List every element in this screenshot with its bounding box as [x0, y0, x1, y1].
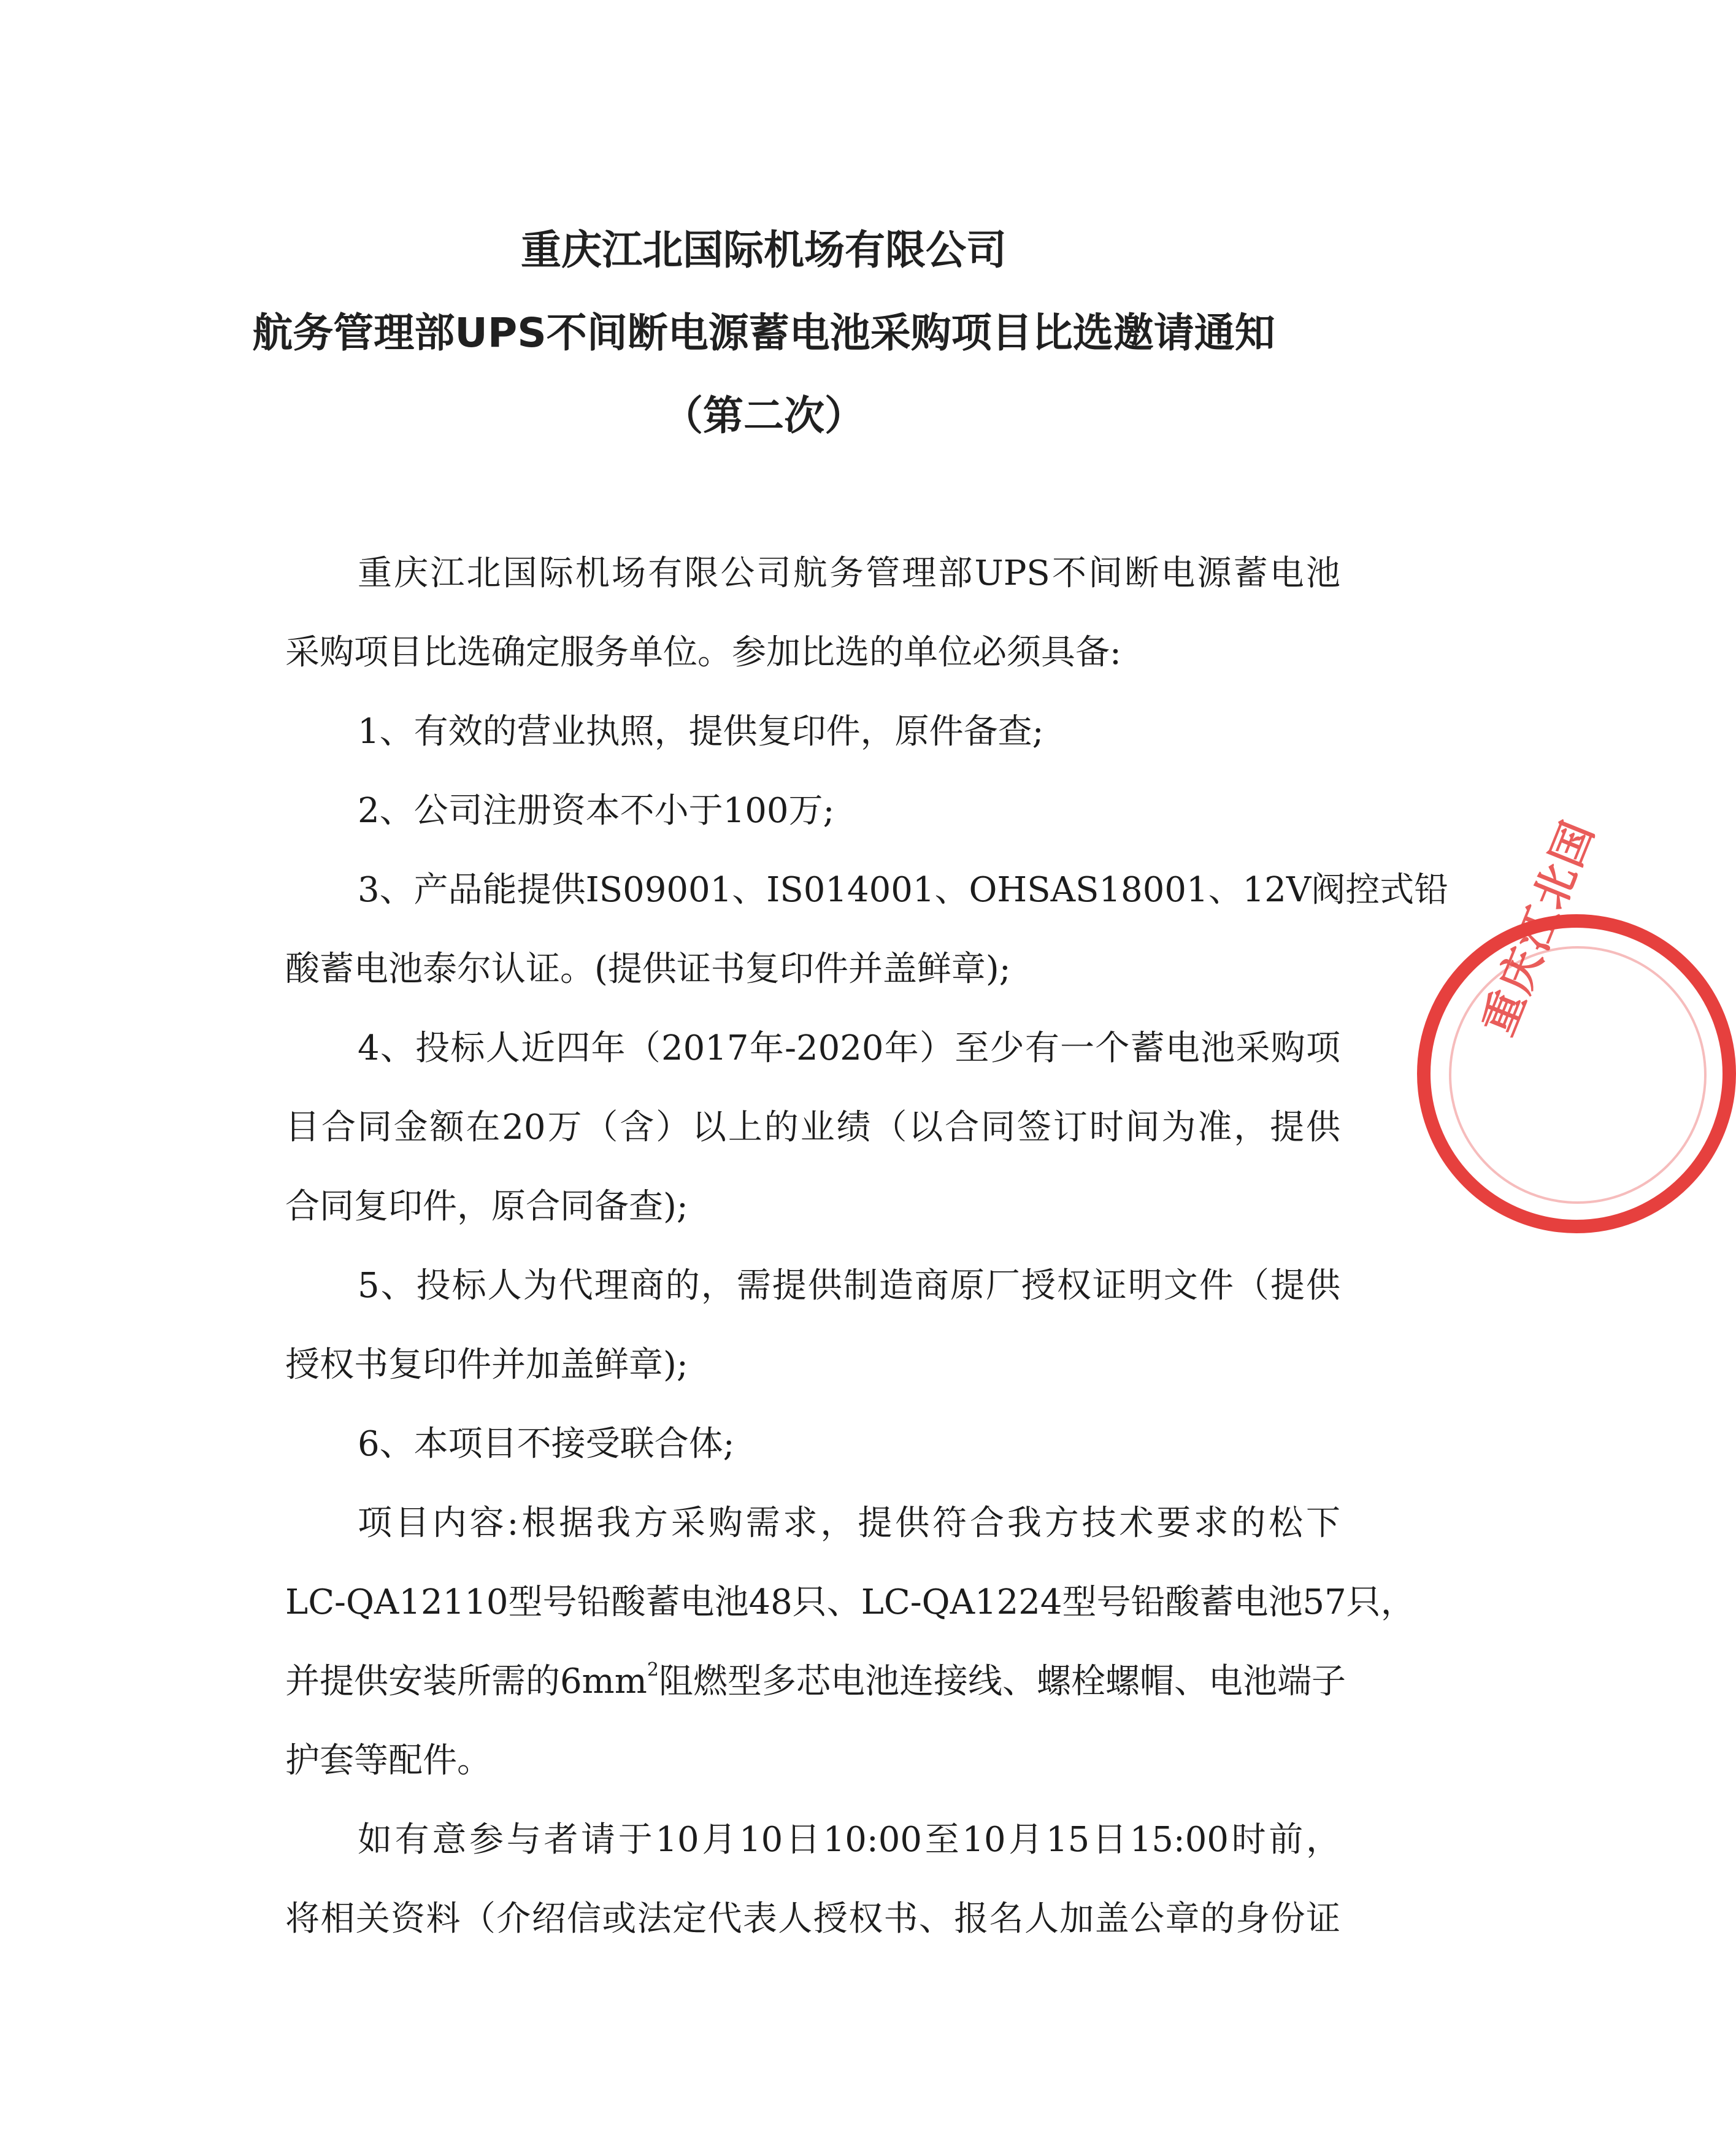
title-round: （第二次） [663, 392, 865, 439]
requirement-6: 6、本项目不接受联合体; [358, 1424, 735, 1464]
seal-text: 重庆江北国 [1472, 812, 1605, 1042]
project-content-line-3a: 并提供安装所需的6mm [285, 1662, 647, 1701]
requirement-2: 2、公司注册资本不小于100万; [358, 791, 835, 831]
requirement-4-line-1: 4、投标人近四年（2017年-2020年）至少有一个蓄电池采购项 [358, 1028, 1340, 1068]
requirement-5-line-1: 5、投标人为代理商的，需提供制造商原厂授权证明文件（提供 [358, 1266, 1340, 1306]
requirement-4-line-3: 合同复印件，原合同备查); [285, 1187, 688, 1227]
requirement-1: 1、有效的营业执照，提供复印件，原件备查; [358, 712, 1044, 752]
official-seal [1417, 812, 1736, 1233]
document-body [285, 534, 1449, 1958]
registration-line-1: 如有意参与者请于10月10日10:00至10月15日15:00时前， [358, 1820, 1340, 1860]
requirement-3-line-2: 酸蓄电池泰尔认证。(提供证书复印件并盖鲜章); [285, 949, 1011, 989]
project-content-line-2: LC-QA12110型号铅酸蓄电池48只、LC-QA1224型号铅酸蓄电池57只， [285, 1582, 1415, 1622]
title-notice: 航务管理部UPS不间断电源蓄电池采购项目比选邀请通知 [252, 309, 1275, 356]
paragraph-intro-line-2: 采购项目比选确定服务单位。参加比选的单位必须具备: [285, 633, 1121, 672]
project-content-line-3 [285, 1642, 1346, 1721]
paragraph-intro-line-1: 重庆江北国际机场有限公司航务管理部UPS不间断电源蓄电池 [358, 553, 1340, 593]
requirement-3-line-1: 3、产品能提供IS09001、IS014001、OHSAS18001、12V阀控式铅 [358, 870, 1449, 910]
title-company: 重庆江北国际机场有限公司 [521, 226, 1007, 274]
requirement-5-line-2: 授权书复印件并加盖鲜章); [285, 1345, 688, 1385]
project-content-line-1: 项目内容:根据我方采购需求，提供符合我方技术要求的松下 [358, 1503, 1340, 1543]
registration-line-2: 将相关资料（介绍信或法定代表人授权书、报名人加盖公章的身份证 [285, 1899, 1340, 1939]
document-title [0, 209, 1527, 457]
squared-superscript: 2 [647, 1659, 659, 1681]
project-content-line-3b: 阻燃型多芯电池连接线、螺栓螺帽、电池端子 [658, 1662, 1346, 1701]
requirement-4-line-2: 目合同金额在20万（含）以上的业绩（以合同签订时间为准，提供 [285, 1107, 1340, 1147]
project-content-line-4: 护套等配件。 [285, 1741, 491, 1781]
